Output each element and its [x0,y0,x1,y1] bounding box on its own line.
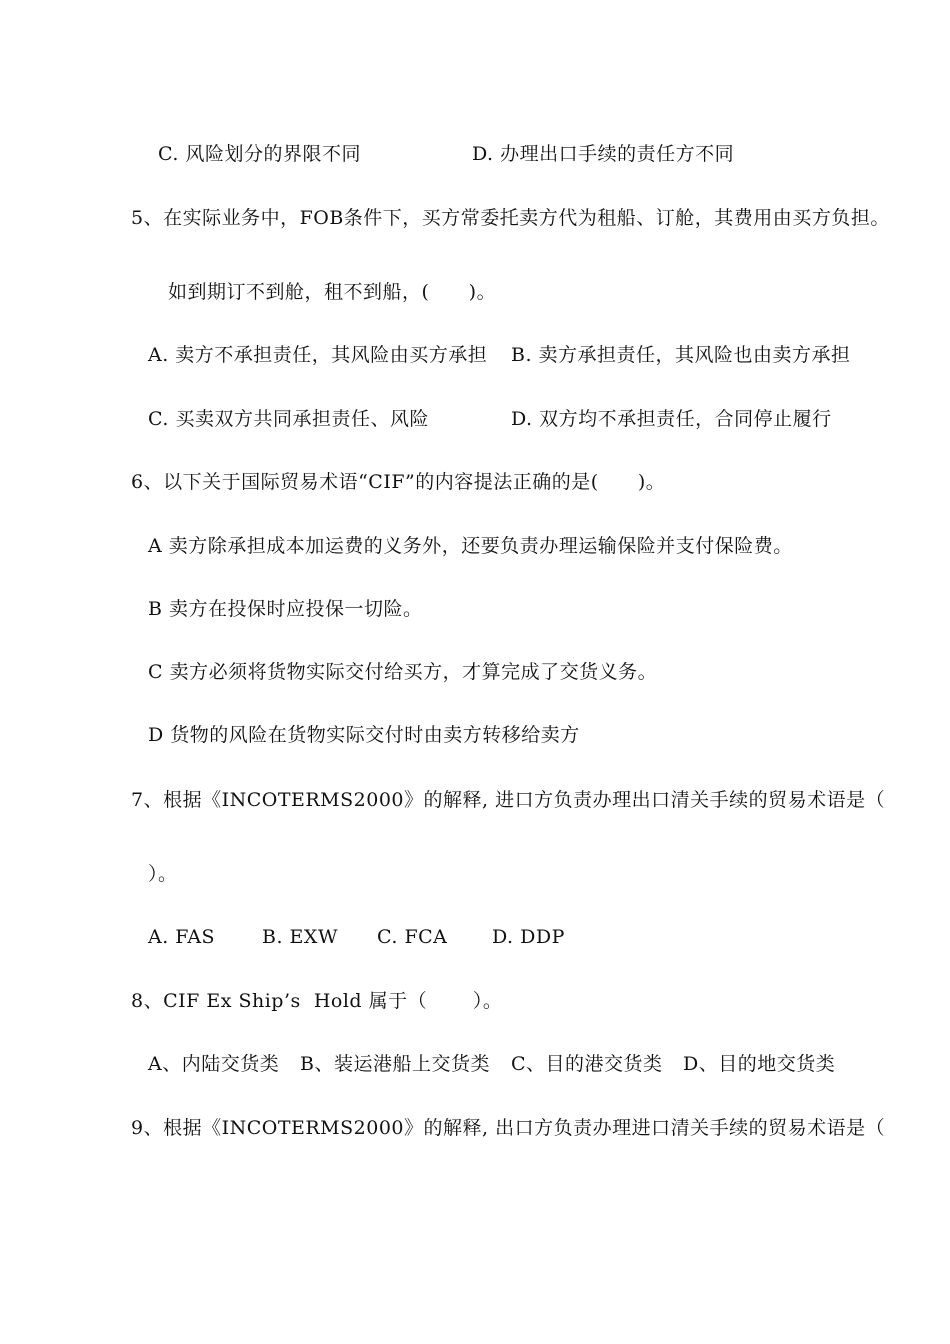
q6-option-a: A 卖方除承担成本加运费的义务外，还要负责办理运输保险并支付保险费。 [148,535,793,557]
q7-question-continued: ）。 [148,863,178,885]
q8-option-d: D、目的地交货类 [683,1053,836,1075]
q7-option-b: B. EXW [262,926,338,948]
q5-question-continued: 如到期订不到舱，租不到船，( )。 [168,281,497,303]
q5-option-d: D. 双方均不承担责任，合同停止履行 [511,408,832,430]
q6-option-c: C 卖方必须将货物实际交付给买方，才算完成了交货义务。 [148,661,658,683]
q7-option-d: D. DDP [492,926,565,948]
q8-option-b: B、装运港船上交货类 [300,1053,490,1075]
q5-option-b: B. 卖方承担责任，其风险也由卖方承担 [511,344,851,366]
q4-option-d: D. 办理出口手续的责任方不同 [472,143,735,165]
q9-question: 9、根据《INCOTERMS2000》的解释, 出口方负责办理进口清关手续的贸易术语是（ [131,1117,886,1139]
q6-option-b: B 卖方在投保时应投保一切险。 [148,598,423,620]
q7-option-c: C. FCA [377,926,448,948]
q5-question: 5、在实际业务中，FOB条件下，买方常委托卖方代为租船、订舱，其费用由买方负担。 [131,207,890,229]
q8-option-c: C、目的港交货类 [511,1053,663,1075]
q8-question: 8、CIF Ex Ship’s Hold 属于（ ）。 [131,990,503,1012]
q6-option-d: D 货物的风险在货物实际交付时由卖方转移给卖方 [148,724,580,746]
q7-option-a: A. FAS [148,926,216,948]
q6-question: 6、以下关于国际贸易术语“CIF”的内容提法正确的是( )。 [131,471,666,493]
q4-option-c: C. 风险划分的界限不同 [158,143,361,165]
q5-option-a: A. 卖方不承担责任，其风险由买方承担 [148,344,488,366]
q5-option-c: C. 买卖双方共同承担责任、风险 [148,408,429,430]
q7-question: 7、根据《INCOTERMS2000》的解释, 进口方负责办理出口清关手续的贸易术语是（ [131,789,886,811]
q8-option-a: A、内陆交货类 [148,1053,280,1075]
